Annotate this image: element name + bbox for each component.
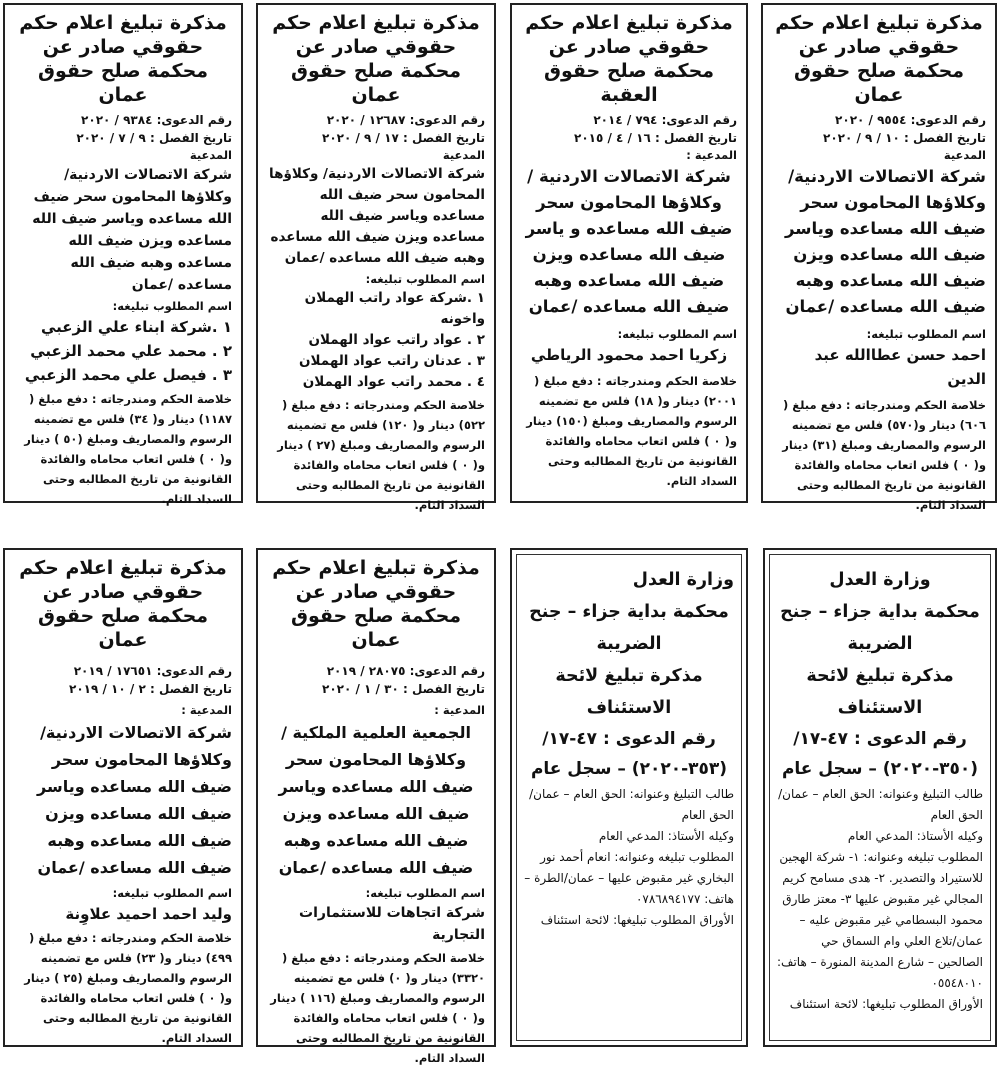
case-number: رقم الدعوى : ٤٧-١٧/ (٣٥٠-٢٠٢٠) – سجل عام (781, 729, 979, 779)
notice-title: مذكرة تبليغ اعلام حكم حقوقي صادر عن محكمة صلح حقوق عمان (19, 12, 227, 106)
documents-line: الأوراق المطلوب تبليغها: لائحة استئناف (789, 997, 983, 1011)
case-number: ١٧٦٥١ / ٢٠١٩ (73, 664, 153, 678)
attorney-line: وكيله الأستاذ: المدعي العام (847, 829, 983, 843)
judgment-summary: خلاصة الحكم ومندرجاته : دفع مبلغ ( ١١٨٧) دينار و( ٣٤) فلس مع تضمينه الرسوم والمصاريف ومبلغ (٥٠ ) دينار و( ٠ ) فلس اتعاب محاماه والفائدة القانونية من تاريخ المطالبه وحتى السداد التام. (24, 392, 232, 506)
judgment-notice-top-2 (510, 3, 748, 503)
judgment-date: ١٧ / ٩ / ٢٠٢٠ (322, 131, 399, 145)
judgment-date-label: تاريخ الفصل : (149, 131, 232, 145)
judgment-date: ٩ / ٧ / ٢٠٢٠ (76, 131, 146, 145)
notify-person: وليد احمد احميد علاوِنة (65, 905, 232, 923)
judgment-date-label: تاريخ الفصل : (654, 131, 737, 145)
notify-label: اسم المطلوب تبليغه: (617, 327, 737, 341)
judgment-notice-top-1 (761, 3, 997, 512)
ministry-name: وزارة العدل (632, 570, 734, 590)
case-number: رقم الدعوى : ٤٧-١٧/ (٣٥٣-٢٠٢٠) – سجل عام (530, 729, 728, 779)
judgment-summary: خلاصة الحكم ومندرجاته : دفع مبلغ ( ٣٣٢٠) دينار و( ٠) فلس مع تضمينه الرسوم والمصاريف ومبلغ (١١٦ ) دينار و( ٠ ) فلس اتعاب محاماه والفائدة القانونية من تاريخ المطالبه وحتى السداد التام. (270, 951, 485, 1065)
case-number: ٢٨٠٧٥ / ٢٠١٩ (326, 664, 406, 678)
judgment-date: ١٠ / ٩ / ٢٠٢٠ (823, 131, 900, 145)
notify-person-3: ٣ . عدنان راتب عواد الهملان (299, 353, 485, 369)
case-number-label: رقم الدعوى: (156, 664, 232, 678)
notify-label: اسم المطلوب تبليغه: (112, 299, 232, 313)
plaintiff-text: الجمعية العلمية الملكية / وكلاؤها المحامون سحر ضيف الله مساعده وياسر ضيف الله مساعده ويزن ضيف الله مساعده وهبه ضيف الله مساعده /عمان (278, 723, 474, 877)
notify-person-2: ٢ . عواد راتب عواد الهملان (308, 332, 485, 348)
judgment-date-label: تاريخ الفصل : (149, 682, 232, 696)
plaintiff-label: المدعية : (181, 703, 232, 717)
plaintiff-label: المدعية : (434, 703, 485, 717)
judgment-date: ٣٠ / ١ / ٢٠٢٠ (322, 682, 399, 696)
plaintiff-text: شركة الاتصالات الاردنية/ وكلاؤها المحامون سحر ضيف الله مساعده وياسر ضيف الله مساعده ويزن ضيف الله مساعده وهبه ضيف الله مساعده /عمان (37, 723, 232, 877)
notify-label: اسم المطلوب تبليغه: (112, 886, 232, 900)
case-number: ١٢٦٨٧ / ٢٠٢٠ (326, 113, 406, 127)
appeal-notice-bottom-2 (510, 548, 748, 1047)
notice-title: مذكرة تبليغ اعلام حكم حقوقي صادر عن محكمة صلح حقوق عمان (272, 557, 480, 651)
judgment-summary: خلاصة الحكم ومندرجاته : دفع مبلغ ( ٤٩٩) دينار و( ٢٣) فلس مع تضمينه الرسوم والمصاريف ومبلغ (٢٥ ) دينار و( ٠ ) فلس اتعاب محاماه والفائدة القانونية من تاريخ المطالبه وحتى السداد التام. (24, 931, 232, 1045)
judgment-date-label: تاريخ الفصل : (402, 682, 485, 696)
plaintiff-text: شركة الاتصالات الاردنية/ وكلاؤها المحامون سحر ضيف الله مساعده وياسر ضيف الله مساعده ويزن ضيف الله مساعده وهبه ضيف الله مساعده /عمان (784, 167, 986, 316)
judgment-date-label: تاريخ الفصل : (402, 131, 485, 145)
notice-type: مذكرة تبليغ لائحة الاستئناف (806, 666, 954, 718)
ministry-name: وزارة العدل (829, 570, 931, 590)
notify-line: المطلوب تبليغه وعنوانه: انعام أحمد نور البخاري غير مقبوض عليها – عمان/الطرة – هاتف: ٠٧٨٦٨٩٤١٧٧ (524, 850, 734, 906)
plaintiff-label: المدعية (442, 148, 485, 162)
requester-line: طالب التبليغ وعنوانه: الحق العام – عمان/الحق العام (529, 787, 734, 822)
case-number-label: رقم الدعوى: (409, 664, 485, 678)
plaintiff-label: المدعية (943, 148, 986, 162)
judgment-notice-bottom-4 (3, 548, 243, 1047)
judgment-notice-bottom-3 (256, 548, 496, 1065)
court-name: محكمة بداية جزاء – جنح الضريبة (780, 602, 980, 654)
case-number-label: رقم الدعوى: (910, 113, 986, 127)
case-number-label: رقم الدعوى: (156, 113, 232, 127)
judgment-summary: خلاصة الحكم ومندرجاته : دفع مبلغ ( ٦٠٦) دينار و(٥٧٠) فلس مع تضمينه الرسوم والمصاريف ومبلغ (٣١) دينار و( ٠ ) فلس اتعاب محاماه والفائدة القانونية من تاريخ المطالبه وحتى السداد التام. (782, 398, 986, 512)
appeal-notice-bottom-1 (763, 548, 997, 1047)
attorney-line: وكيله الأستاذ: المدعي العام (598, 829, 734, 843)
judgment-summary: خلاصة الحكم ومندرجاته : دفع مبلغ ( ٥٢٢) دينار و( ١٢٠) فلس مع تضمينه الرسوم والمصاريف ومبلغ (٢٧ ) دينار و( ٠ ) فلس اتعاب محاماه والفائدة القانونية من تاريخ المطالبه وحتى السداد التام. (277, 398, 485, 512)
notify-person: زكريا احمد محمود الرياطي (530, 346, 728, 364)
notice-title: مذكرة تبليغ اعلام حكم حقوقي صادر عن محكمة صلح حقوق عمان (775, 12, 983, 106)
notice-type: مذكرة تبليغ لائحة الاستئناف (555, 666, 703, 718)
notify-person-1: ١ .شركة ابناء علي الزعبي (40, 318, 232, 336)
plaintiff-text: شركة الاتصالات الاردنية/ وكلاؤها المحامون سحر ضيف الله مساعده وياسر ضيف الله مساعده ويزن ضيف الله مساعده وهبه ضيف الله مساعده /عمان (269, 166, 485, 266)
notify-person: احمد حسن عطاالله عبد الدين (814, 346, 986, 388)
notice-title: مذكرة تبليغ اعلام حكم حقوقي صادر عن محكمة صلح حقوق عمان (272, 12, 480, 106)
notify-person-4: ٤ . محمد راتب عواد الهملان (302, 374, 485, 390)
notify-line: المطلوب تبليغه وعنوانه: ١- شركة الهجين للاستيراد والتصدير. ٢- هدى مسامح كريم المجالي غير مقبوض عليها ٣- معتز طارق محمود البسطامي غير مقبوض عليه – عمان/تلاع العلي وام السماق حي الصالحين – شارع المدينة المنورة – هاتف: ٠٥٥٤٨٠١٠ (776, 850, 983, 990)
judgment-date: ١٦ / ٤ / ٢٠١٥ (574, 131, 651, 145)
plaintiff-text: شركة الاتصالات الاردنية / وكلاؤها المحامون سحر ضيف الله مساعده و ياسر ضيف الله مساعده ويزن ضيف الله مساعده وهبه ضيف الله مساعده /عمان (525, 167, 733, 316)
case-number: ٩٣٨٤ / ٢٠٢٠ (81, 113, 153, 127)
notify-label: اسم المطلوب تبليغه: (365, 886, 485, 900)
notify-label: اسم المطلوب تبليغه: (866, 327, 986, 341)
notify-person-3: ٣ . فيصل علي محمد الزعبي (24, 366, 232, 384)
notify-person-1: ١ .شركة عواد راتب الهملان واخونه (304, 290, 485, 327)
court-name: محكمة بداية جزاء – جنح الضريبة (529, 602, 729, 654)
plaintiff-label: المدعية (189, 148, 232, 162)
plaintiff-label: المدعية : (686, 148, 737, 162)
case-number-label: رقم الدعوى: (661, 113, 737, 127)
case-number: ٧٩٤ / ٢٠١٤ (593, 113, 658, 127)
requester-line: طالب التبليغ وعنوانه: الحق العام – عمان/الحق العام (778, 787, 983, 822)
notify-label: اسم المطلوب تبليغه: (365, 272, 485, 286)
judgment-date: ٢ / ١٠ / ٢٠١٩ (69, 682, 146, 696)
judgment-date-label: تاريخ الفصل : (903, 131, 986, 145)
case-number: ٩٥٥٤ / ٢٠٢٠ (835, 113, 907, 127)
notify-person: شركة اتجاهات للاستثمارات التجارية (299, 905, 485, 943)
case-number-label: رقم الدعوى: (409, 113, 485, 127)
notify-person-2: ٢ . محمد علي محمد الزعبي (30, 342, 232, 360)
judgment-summary: خلاصة الحكم ومندرجاته : دفع مبلغ ( ٢٠٠١) دينار و( ١٨) فلس مع تضمينه الرسوم والمصاريف ومبلغ (١٥٠) دينار و( ٠ ) فلس اتعاب محاماه والفائدة القانونية من تاريخ المطالبه وحتى السداد التام. (526, 374, 737, 488)
documents-line: الأوراق المطلوب تبليغها: لائحة استئناف (540, 913, 734, 927)
plaintiff-text: شركة الاتصالات الاردنية/ وكلاؤها المحامون سحر ضيف الله مساعده وياسر ضيف الله مساعده ويزن ضيف الله مساعده وهبه ضيف الله مساعده /عمان (32, 167, 232, 293)
judgment-notice-top-3 (256, 3, 496, 512)
judgment-notice-top-4 (3, 3, 243, 506)
notice-title: مذكرة تبليغ اعلام حكم حقوقي صادر عن محكمة صلح حقوق عمان (19, 557, 227, 651)
notice-title: مذكرة تبليغ اعلام حكم حقوقي صادر عن محكمة صلح حقوق العقبة (525, 12, 733, 106)
